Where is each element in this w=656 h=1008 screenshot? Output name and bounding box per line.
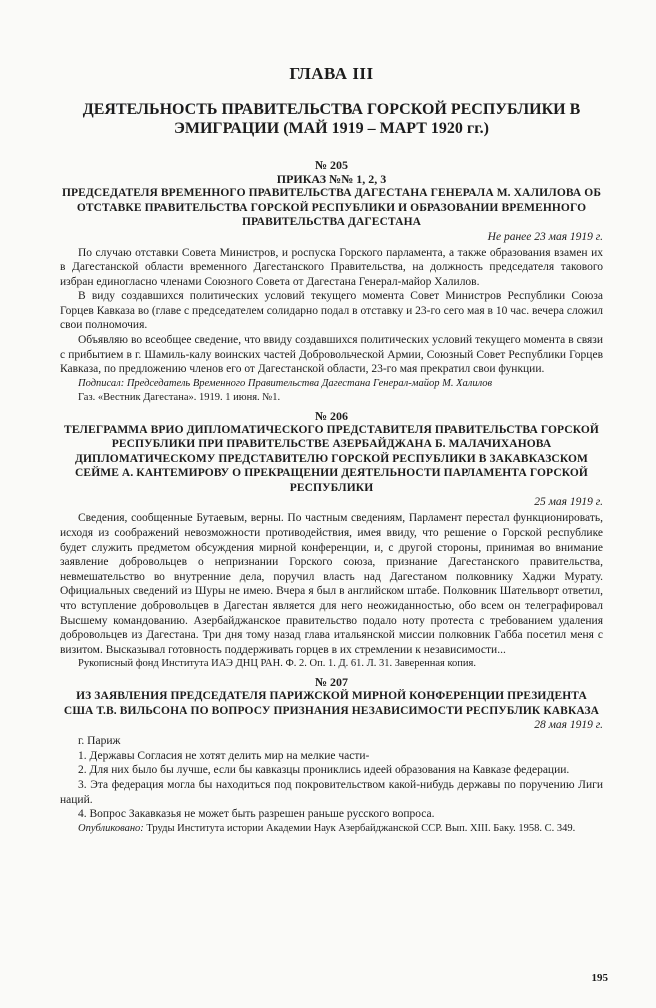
doc-number: № 206 <box>314 408 349 423</box>
source-note: Рукописный фонд Института ИАЭ ДНЦ РАН. Ф. 2. Оп. 1. Д. 61. Л. 31. Заверенная копия. <box>78 658 476 670</box>
document-207 <box>60 675 603 836</box>
page-number: 195 <box>591 972 608 984</box>
doc-date: Не ранее 23 мая 1919 г. <box>487 230 603 243</box>
doc-number: № 207 <box>314 675 349 690</box>
doc-date: 28 мая 1919 г. <box>534 719 603 732</box>
doc-heading: ИЗ ЗАЯВЛЕНИЯ ПРЕДСЕДАТЕЛЯ ПАРИЖСКОЙ МИРНОЙ КОНФЕРЕНЦИИ ПРЕЗИДЕНТА США Т.В. ВИЛЬСОНА ПО ВОПРОСУ ПРИЗНАНИЯ НЕЗАВИСИМОСТИ РЕСПУБЛИК КАВКАЗА <box>63 690 600 717</box>
list-item: 4. Вопрос Закавказья не может быть разрешен раньше русского вопроса. <box>78 808 435 821</box>
doc-number: № 205 <box>314 158 349 172</box>
list-item: 1. Державы Согласия не хотят делить мир на мелкие части- <box>78 749 370 762</box>
document-205 <box>60 158 603 405</box>
signature-line: Подписал: Председатель Временного Правительства Дагестана Генерал-майор М. Халилов <box>78 377 493 389</box>
page-content <box>60 64 603 836</box>
place-line: г. Париж <box>78 735 121 748</box>
part-title: ДЕЯТЕЛЬНОСТЬ ПРАВИТЕЛЬСТВА ГОРСКОЙ РЕСПУБЛИКИ В ЭМИГРАЦИИ (МАЙ 1919 – МАРТ 1920 гг.) <box>82 101 581 137</box>
doc-heading: ТЕЛЕГРАММА ВРИО ДИПЛОМАТИЧЕСКОГО ПРЕДСТАВИТЕЛЯ ПРАВИТЕЛЬСТВА ГОРСКОЙ РЕСПУБЛИКИ ПРИ ПРАВИТЕЛЬСТВЕ АЗЕРБАЙДЖАНА Б. МАЛАЧИХАНОВА ДИПЛОМАТИЧЕСКОМУ ПРЕДСТАВИТЕЛЮ ГОРСКОЙ РЕСПУБЛИКИ В ЗАКАВКАЗСКОМ СЕЙМЕ А. КАНТЕМИРОВУ О ПРЕКРАЩЕНИИ ДЕЯТЕЛЬНОСТИ ПАРЛАМЕНТА ГОРСКОЙ РЕСПУБЛИКИ <box>64 423 599 494</box>
published-note: Опубликовано: Труды Института истории Академии Наук Азербайджанской ССР. Вып. XIII. Баку. 1958. С. 349. <box>78 822 576 834</box>
paragraph: Объявляю во всеобщее сведение, что ввиду создавшихся политических условий текущего момента в связи с прибытием в г. Шамиль-калу воинских частей Добровольческой Армии, Союзный Совет Республики Горцев Кавказа, по предложению членов его от Дагестанской области, 23-го мая прекратил свои функции. <box>60 334 603 376</box>
paragraph: По случаю отставки Совета Министров, и роспуска Горского парламента, а также образования взамен их в Дагестанской области временного Дагестанского Правительства, на должность председателя такового избран единогласно членами Союзного Совета от Дагестана Генерал-майор Халилов. <box>60 246 603 288</box>
order-numbers: ПРИКАЗ №№ 1, 2, 3 <box>276 172 387 186</box>
paragraph: В виду создавшихся политических условий текущего момента Совет Министров Республики Союза Горцев Кавказа во (главе с председателем солидарно подал в отставку и 23-го сего мая в 10 час. вечера сложил свои полномочия. <box>60 290 603 332</box>
list-item: 2. Для них было бы лучше, если бы кавказцы прониклись идеей образования на Кавказе федерации. <box>78 764 570 777</box>
paragraph: Сведения, сообщенные Бутаевым, верны. По частным сведениям, Парламент перестал функционировать, исходя из соображений невозможности противодействия, имея ввиду, что решение о Горской республике будет служить предметом обсуждения мирной конференции, и, с другой стороны, принимая во внимание заявление добровольцев о непризнании Горского союза, признание Дагестанского правительства, невмешательство во внутренние дела, поручил власть над Дагестаном полковнику Хаджи Мурату. Официальных сведений из Шуры не имею. Вчера я был в английском штабе. Полковник Шательворт ответил, что вступление добровольцев в Дагестан является для него неожиданностью, обо всем он телеграфировал Высшему командованию. Азербайджанское правительство подало ноту протеста с требованием удаления добровольцев из Дагестана. Три дня тому назад глава итальянской миссии полковник Габба посетил меня с визитом. Высказывал готовность поддерживать горцев в их стремлении к независимости... <box>60 512 603 656</box>
doc-heading: ПРЕДСЕДАТЕЛЯ ВРЕМЕННОГО ПРАВИТЕЛЬСТВА ДАГЕСТАНА ГЕНЕРАЛА М. ХАЛИЛОВА ОБ ОТСТАВКЕ ПРАВИТЕЛЬСТВА ГОРСКОЙ РЕСПУБЛИКИ И ОБРАЗОВАНИИ ВРЕМЕННОГО ПРАВИТЕЛЬСТВА ДАГЕСТАНА <box>61 187 602 228</box>
source-note: Газ. «Вестник Дагестана». 1919. 1 июня. №1. <box>78 391 281 403</box>
list-item: 3. Эта федерация могла бы находиться под покровительством какой-нибудь державы по поручению Лиги наций. <box>60 779 603 806</box>
document-206 <box>60 409 603 671</box>
doc-date: 25 мая 1919 г. <box>534 496 603 509</box>
chapter-title: ГЛАВА III <box>289 64 374 83</box>
